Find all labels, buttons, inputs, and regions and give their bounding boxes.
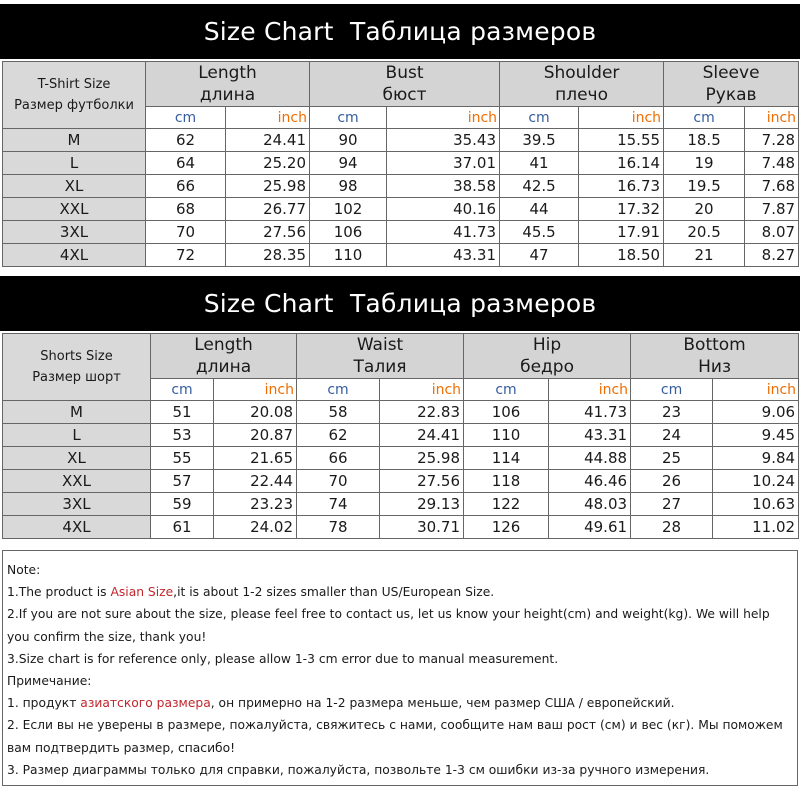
cm-value-cell: 19 <box>664 152 745 175</box>
group-header-shoulder: Shoulder плечо <box>500 62 664 107</box>
cm-value-cell: 19.5 <box>664 175 745 198</box>
inch-value-cell: 27.56 <box>380 470 464 493</box>
cm-value-cell: 106 <box>310 221 387 244</box>
unit-cm: cm <box>464 379 549 401</box>
size-cell: 3XL <box>3 221 146 244</box>
cm-value-cell: 57 <box>151 470 214 493</box>
inch-value-cell: 20.87 <box>214 424 297 447</box>
inch-value-cell: 25.20 <box>226 152 310 175</box>
unit-inch: inch <box>387 107 500 129</box>
inch-value-cell: 7.28 <box>745 129 799 152</box>
cm-value-cell: 118 <box>464 470 549 493</box>
unit-cm: cm <box>146 107 226 129</box>
size-cell: 4XL <box>3 244 146 267</box>
size-cell: M <box>3 129 146 152</box>
cm-value-cell: 94 <box>310 152 387 175</box>
inch-value-cell: 41.73 <box>549 401 631 424</box>
size-label-en: T-Shirt Size <box>37 77 111 92</box>
cm-value-cell: 42.5 <box>500 175 579 198</box>
inch-value-cell: 17.91 <box>579 221 664 244</box>
cm-value-cell: 41 <box>500 152 579 175</box>
asian-size-highlight-ru: азиатского размера <box>80 696 211 711</box>
table-row <box>3 175 799 198</box>
cm-value-cell: 28 <box>631 516 713 539</box>
inch-value-cell: 48.03 <box>549 493 631 516</box>
shorts-chart-title: Size Chart Таблица размеров <box>0 276 800 331</box>
group-header-waist: Waist Талия <box>297 334 464 379</box>
unit-inch: inch <box>226 107 310 129</box>
cm-value-cell: 18.5 <box>664 129 745 152</box>
inch-value-cell: 11.02 <box>713 516 799 539</box>
unit-cm: cm <box>500 107 579 129</box>
cm-value-cell: 110 <box>310 244 387 267</box>
inch-value-cell: 43.31 <box>549 424 631 447</box>
inch-value-cell: 27.56 <box>226 221 310 244</box>
inch-value-cell: 41.73 <box>387 221 500 244</box>
inch-value-cell: 8.07 <box>745 221 799 244</box>
cm-value-cell: 106 <box>464 401 549 424</box>
group-header-bottom: Bottom Низ <box>631 334 799 379</box>
cm-value-cell: 58 <box>297 401 380 424</box>
cm-value-cell: 62 <box>146 129 226 152</box>
inch-value-cell: 25.98 <box>226 175 310 198</box>
size-label-en: Shorts Size <box>40 349 113 364</box>
cm-value-cell: 66 <box>146 175 226 198</box>
unit-inch: inch <box>380 379 464 401</box>
inch-value-cell: 24.41 <box>226 129 310 152</box>
inch-value-cell: 26.77 <box>226 198 310 221</box>
cm-value-cell: 20 <box>664 198 745 221</box>
cm-value-cell: 114 <box>464 447 549 470</box>
inch-value-cell: 24.02 <box>214 516 297 539</box>
note-item: 2.If you are not sure about the size, please feel free to contact us, let us know your height(cm) and weight(kg). We will help you confirm the size, thank you! <box>7 607 770 644</box>
cm-value-cell: 53 <box>151 424 214 447</box>
size-cell: XXL <box>3 470 151 493</box>
inch-value-cell: 20.08 <box>214 401 297 424</box>
inch-value-cell: 24.41 <box>380 424 464 447</box>
table-row <box>3 221 799 244</box>
cm-value-cell: 102 <box>310 198 387 221</box>
inch-value-cell: 10.24 <box>713 470 799 493</box>
cm-value-cell: 23 <box>631 401 713 424</box>
cm-value-cell: 78 <box>297 516 380 539</box>
cm-value-cell: 90 <box>310 129 387 152</box>
inch-value-cell: 28.35 <box>226 244 310 267</box>
cm-value-cell: 126 <box>464 516 549 539</box>
tshirt-size-table <box>2 61 799 267</box>
group-header-hip: Hip бедро <box>464 334 631 379</box>
cm-value-cell: 66 <box>297 447 380 470</box>
cm-value-cell: 70 <box>146 221 226 244</box>
cm-value-cell: 55 <box>151 447 214 470</box>
cm-value-cell: 51 <box>151 401 214 424</box>
cm-value-cell: 45.5 <box>500 221 579 244</box>
inch-value-cell: 22.44 <box>214 470 297 493</box>
table-row <box>3 424 799 447</box>
inch-value-cell: 15.55 <box>579 129 664 152</box>
size-cell: L <box>3 424 151 447</box>
size-column-header <box>3 62 146 129</box>
note-item: 3.Size chart is for reference only, please allow 1-3 cm error due to manual measurement. <box>7 651 559 666</box>
inch-value-cell: 7.68 <box>745 175 799 198</box>
size-cell: L <box>3 152 146 175</box>
cm-value-cell: 44 <box>500 198 579 221</box>
inch-value-cell: 18.50 <box>579 244 664 267</box>
group-header-bust: Bust бюст <box>310 62 500 107</box>
cm-value-cell: 39.5 <box>500 129 579 152</box>
notes-heading-ru: Примечание: <box>7 674 92 689</box>
inch-value-cell: 30.71 <box>380 516 464 539</box>
inch-value-cell: 23.23 <box>214 493 297 516</box>
size-cell: XL <box>3 447 151 470</box>
cm-value-cell: 24 <box>631 424 713 447</box>
inch-value-cell: 16.73 <box>579 175 664 198</box>
table-row <box>3 129 799 152</box>
group-header-sleeve: Sleeve Рукав <box>664 62 799 107</box>
group-header-length: Length длина <box>151 334 297 379</box>
inch-value-cell: 9.45 <box>713 424 799 447</box>
inch-value-cell: 29.13 <box>380 493 464 516</box>
note-item: 1.The product is Asian Size,it is about 1-2 sizes smaller than US/European Size. <box>7 585 495 600</box>
inch-value-cell: 46.46 <box>549 470 631 493</box>
inch-value-cell: 16.14 <box>579 152 664 175</box>
table-row <box>3 244 799 267</box>
note-item-ru: 2. Если вы не уверены в размере, пожалуйста, свяжитесь с нами, сообщите нам ваш рост (см) и вес (кг). Мы поможем вам подтвердить размер, спасибо! <box>7 718 783 755</box>
cm-value-cell: 70 <box>297 470 380 493</box>
asian-size-highlight: Asian Size <box>110 585 174 600</box>
cm-value-cell: 21 <box>664 244 745 267</box>
table-row <box>3 493 799 516</box>
cm-value-cell: 72 <box>146 244 226 267</box>
inch-value-cell: 40.16 <box>387 198 500 221</box>
group-header-length: Length длина <box>146 62 310 107</box>
unit-cm: cm <box>664 107 745 129</box>
inch-value-cell: 21.65 <box>214 447 297 470</box>
inch-value-cell: 38.58 <box>387 175 500 198</box>
cm-value-cell: 68 <box>146 198 226 221</box>
unit-inch: inch <box>549 379 631 401</box>
table-row <box>3 152 799 175</box>
size-cell: XL <box>3 175 146 198</box>
unit-cm: cm <box>631 379 713 401</box>
inch-value-cell: 10.63 <box>713 493 799 516</box>
size-cell: XXL <box>3 198 146 221</box>
note-item-ru: 1. продукт азиатского размера, он примерно на 1-2 размера меньше, чем размер США / европейский. <box>7 696 675 711</box>
cm-value-cell: 47 <box>500 244 579 267</box>
inch-value-cell: 35.43 <box>387 129 500 152</box>
table-row <box>3 470 799 493</box>
table-row <box>3 516 799 539</box>
cm-value-cell: 25 <box>631 447 713 470</box>
cm-value-cell: 110 <box>464 424 549 447</box>
unit-inch: inch <box>579 107 664 129</box>
cm-value-cell: 98 <box>310 175 387 198</box>
cm-value-cell: 26 <box>631 470 713 493</box>
size-cell: 3XL <box>3 493 151 516</box>
table-row <box>3 401 799 424</box>
cm-value-cell: 59 <box>151 493 214 516</box>
size-label-ru: Размер футболки <box>14 98 134 113</box>
size-cell: M <box>3 401 151 424</box>
unit-cm: cm <box>151 379 214 401</box>
cm-value-cell: 64 <box>146 152 226 175</box>
note-item-ru: 3. Размер диаграммы только для справки, пожалуйста, позвольте 1-3 см ошибки из-за ручного измерения. <box>7 762 710 777</box>
inch-value-cell: 7.87 <box>745 198 799 221</box>
inch-value-cell: 22.83 <box>380 401 464 424</box>
tshirt-chart-title: Size Chart Таблица размеров <box>0 4 800 59</box>
cm-value-cell: 62 <box>297 424 380 447</box>
inch-value-cell: 49.61 <box>549 516 631 539</box>
inch-value-cell: 43.31 <box>387 244 500 267</box>
cm-value-cell: 61 <box>151 516 214 539</box>
unit-inch: inch <box>214 379 297 401</box>
inch-value-cell: 8.27 <box>745 244 799 267</box>
inch-value-cell: 44.88 <box>549 447 631 470</box>
inch-value-cell: 37.01 <box>387 152 500 175</box>
unit-cm: cm <box>310 107 387 129</box>
inch-value-cell: 9.06 <box>713 401 799 424</box>
notes-heading: Note: <box>7 563 41 577</box>
size-cell: 4XL <box>3 516 151 539</box>
table-row <box>3 198 799 221</box>
cm-value-cell: 20.5 <box>664 221 745 244</box>
inch-value-cell: 7.48 <box>745 152 799 175</box>
unit-inch: inch <box>713 379 799 401</box>
unit-inch: inch <box>745 107 799 129</box>
inch-value-cell: 25.98 <box>380 447 464 470</box>
notes-panel <box>2 550 798 786</box>
size-column-header <box>3 334 151 401</box>
inch-value-cell: 17.32 <box>579 198 664 221</box>
table-row <box>3 447 799 470</box>
unit-cm: cm <box>297 379 380 401</box>
cm-value-cell: 74 <box>297 493 380 516</box>
size-label-ru: Размер шорт <box>32 370 121 385</box>
cm-value-cell: 122 <box>464 493 549 516</box>
inch-value-cell: 9.84 <box>713 447 799 470</box>
shorts-size-table <box>2 333 799 539</box>
cm-value-cell: 27 <box>631 493 713 516</box>
